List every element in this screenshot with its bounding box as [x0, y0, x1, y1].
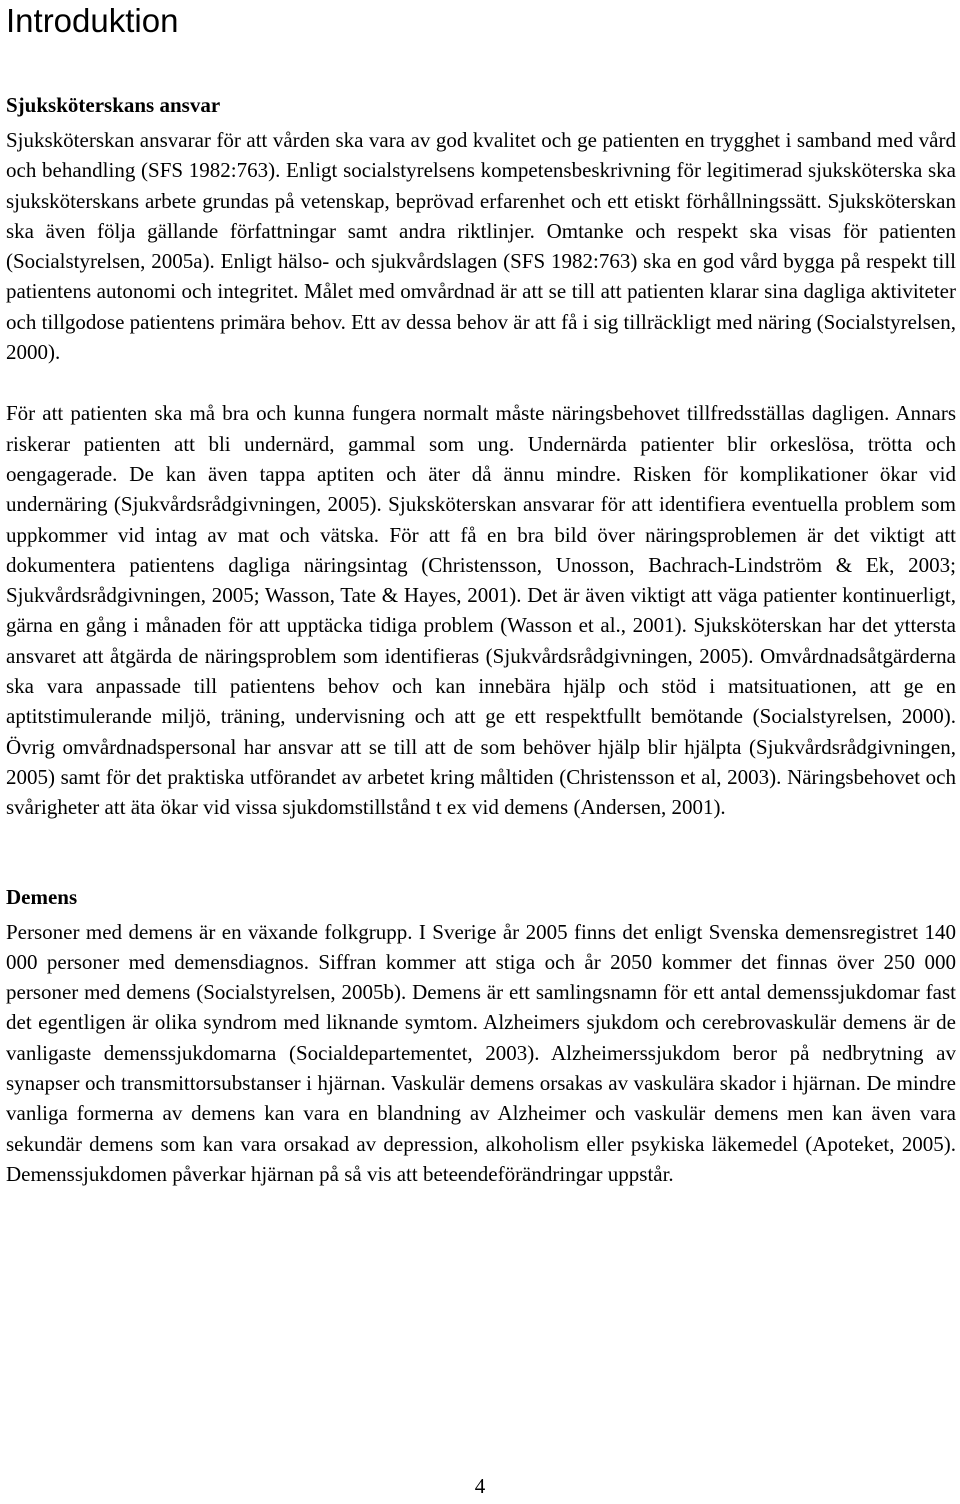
paragraph-demens-1: Personer med demens är en växande folkgrupp. I Sverige år 2005 finns det enligt Svenska demensregistret 140 000 personer med demensdiagnos. Siffran kommer att stiga och år 2050 kommer det finnas över 250 000 personer med demens (Socialstyrelsen, 2005b). Demens är ett samlingsnamn för ett antal demenssjukdomar fast det egentligen är olika syndrom med liknande symtom. Alzheimers sjukdom och cerebrovaskulär demens är de vanligaste demenssjukdomarna (Socialdepartementet, 2003). Alzheimerssjukdom beror på nedbrytning av synapser och transmittorsubstanser i hjärnan. Vaskulär demens orsakas av vaskulära skador i hjärnan. De mindre vanliga formerna av demens kan vara en blandning av Alzheimer och vaskulär demens men kan även vara sekundär demens som kan vara orsakad av depression, alkoholism eller psykiska läkemedel (Apoteket, 2005). Demenssjukdomen påverkar hjärnan på så vis att beteendeförändringar uppstår.	[6, 919, 956, 1186]
paragraph-ansvar-1: Sjuksköterskan ansvarar för att vården ska vara av god kvalitet och ge patienten en trygghet i samband med vård och behandling (SFS 1982:763). Enligt socialstyrelsens kompetensbeskrivning för legitimerad sjuksköterska ska sjuksköterskans arbete grundas på vetenskap, beprövad erfarenhet och ett etiskt förhållningssätt. Sjuksköterskan ska även följa gällande författningar samt andra riktlinjer. Omtanke och respekt ska visas för patienten (Socialstyrelsen, 2005a). Enligt hälso- och sjukvårdslagen (SFS 1982:763) ska en god vård bygga på respekt till patientens autonomi och integritet. Målet med omvårdnad är att se till att patienten klarar sina dagliga aktiviteter och tillgodose patientens primära behov. Ett av dessa behov är att få i sig tillräckligt med näring (Socialstyrelsen, 2000).	[6, 128, 956, 365]
section-heading-sjukskoterskans-ansvar: Sjuksköterskans ansvar	[6, 93, 221, 117]
section-heading-demens: Demens	[6, 884, 78, 909]
page-number: 4	[474, 1474, 486, 1498]
page-title: Introduktion	[6, 2, 179, 39]
paragraph-ansvar-2: För att patienten ska må bra och kunna fungera normalt måste näringsbehovet tillfredsställas dagligen. Annars riskerar patienten att bli undernärd, gammal som ung. Undernärda patienter blir orkeslösa, trötta och oengagerade. De kan även tappa aptiten och äter då ännu mindre. Risken för komplikationer ökar vid undernäring (Sjukvårdsrådgivningen, 2005). Sjuksköterskan ansvarar för att identifiera eventuella problem som uppkommer vid intag av mat och vätska. För att få en bra bild över näringsproblemen är det viktigt att dokumentera patientens dagliga näringsintag (Christensson, Unosson, Bachrach-Lindström & Ek, 2003; Sjukvårdsrådgivningen, 2005; Wasson, Tate & Hayes, 2001). Det är även viktigt att väga patienter kontinuerligt, gärna en gång i månaden för att upptäcka tidiga problem (Wasson et al., 2001). Sjuksköterskan har det yttersta ansvaret att åtgärda de näringsproblem som identifieras (Sjukvårdsrådgivningen, 2005). Omvårdnadsåtgärderna ska vara anpassade till patientens behov och kan innebära hjälp och stöd i matsituationen, att ge en aptitstimulerande miljö, träning, undervisning och att ge ett respektfullt bemötande (Socialstyrelsen, 2000). Övrig omvårdnadspersonal har ansvar att se till att de som behöver hjälp blir hjälpta (Sjukvårdsrådgivningen, 2005) samt för det praktiska utförandet av arbetet kring måltiden (Christensson et al, 2003). Näringsbehovet och svårigheter att äta ökar vid vissa sjukdomstillstånd t ex vid demens (Andersen, 2001).	[6, 401, 956, 820]
document-page	[6, 0, 956, 1189]
